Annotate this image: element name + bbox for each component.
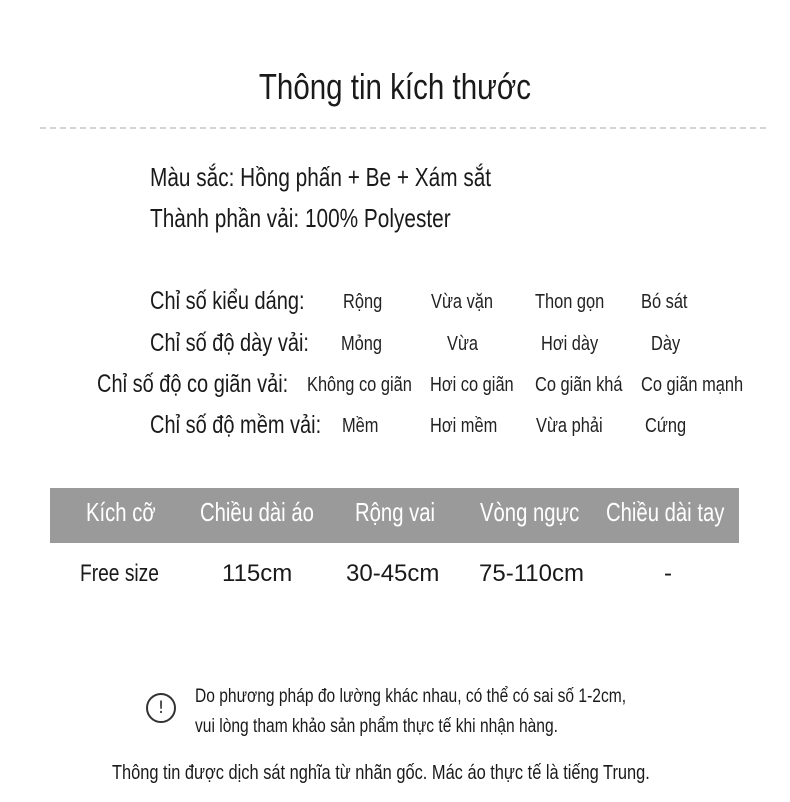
index-option: Thon gọn	[535, 291, 605, 313]
index-option: Co giãn mạnh	[641, 374, 744, 396]
index-option: Rộng	[343, 291, 383, 313]
index-option: Dày	[651, 333, 681, 355]
note-line-1: Do phương pháp đo lường khác nhau, có thể có sai số 1-2cm,	[195, 686, 627, 707]
table-cell-size: Free size	[80, 560, 159, 587]
index-option: Hơi mềm	[430, 415, 498, 437]
index-option: Bó sát	[641, 291, 688, 313]
index-label-softness: Chỉ số độ mềm vải:	[150, 411, 322, 439]
index-label-stretch: Chỉ số độ co giãn vải:	[97, 370, 289, 398]
title-divider	[40, 127, 766, 129]
note-line-2: vui lòng tham khảo sản phẩm thực tế khi nhận hàng.	[195, 716, 558, 737]
table-header-length: Chiều dài áo	[200, 497, 314, 527]
index-option: Mềm	[342, 415, 379, 437]
index-option: Không co giãn	[307, 374, 412, 396]
index-label-shape: Chỉ số kiểu dáng:	[150, 287, 305, 315]
exclamation-circle-icon: !	[146, 693, 176, 723]
table-cell-sleeve: -	[664, 560, 672, 587]
index-option: Cứng	[645, 415, 687, 437]
index-option: Mỏng	[341, 333, 383, 355]
index-option: Vừa vặn	[431, 291, 494, 313]
index-option: Hơi co giãn	[430, 374, 514, 396]
table-cell-length: 115cm	[222, 560, 293, 587]
page-title: Thông tin kích thước	[258, 66, 532, 107]
table-cell-shoulder: 30-45cm	[346, 560, 440, 587]
table-header-sleeve: Chiều dài tay	[606, 497, 725, 527]
table-header-bust: Vòng ngực	[480, 497, 580, 527]
index-label-thickness: Chỉ số độ dày vải:	[150, 329, 309, 357]
table-header-size: Kích cỡ	[86, 497, 156, 527]
table-cell-bust: 75-110cm	[479, 560, 584, 587]
table-header-shoulder: Rộng vai	[355, 497, 436, 527]
spec-fabric: Thành phần vải: 100% Polyester	[150, 203, 451, 233]
index-option: Co giãn khá	[535, 374, 623, 396]
index-option: Hơi dày	[541, 333, 599, 355]
index-option: Vừa	[447, 333, 479, 355]
index-option: Vừa phải	[536, 415, 603, 437]
footer-note: Thông tin được dịch sát nghĩa từ nhãn gốc. Mác áo thực tế là tiếng Trung.	[112, 762, 650, 784]
spec-color: Màu sắc: Hồng phấn + Be + Xám sắt	[150, 162, 492, 192]
